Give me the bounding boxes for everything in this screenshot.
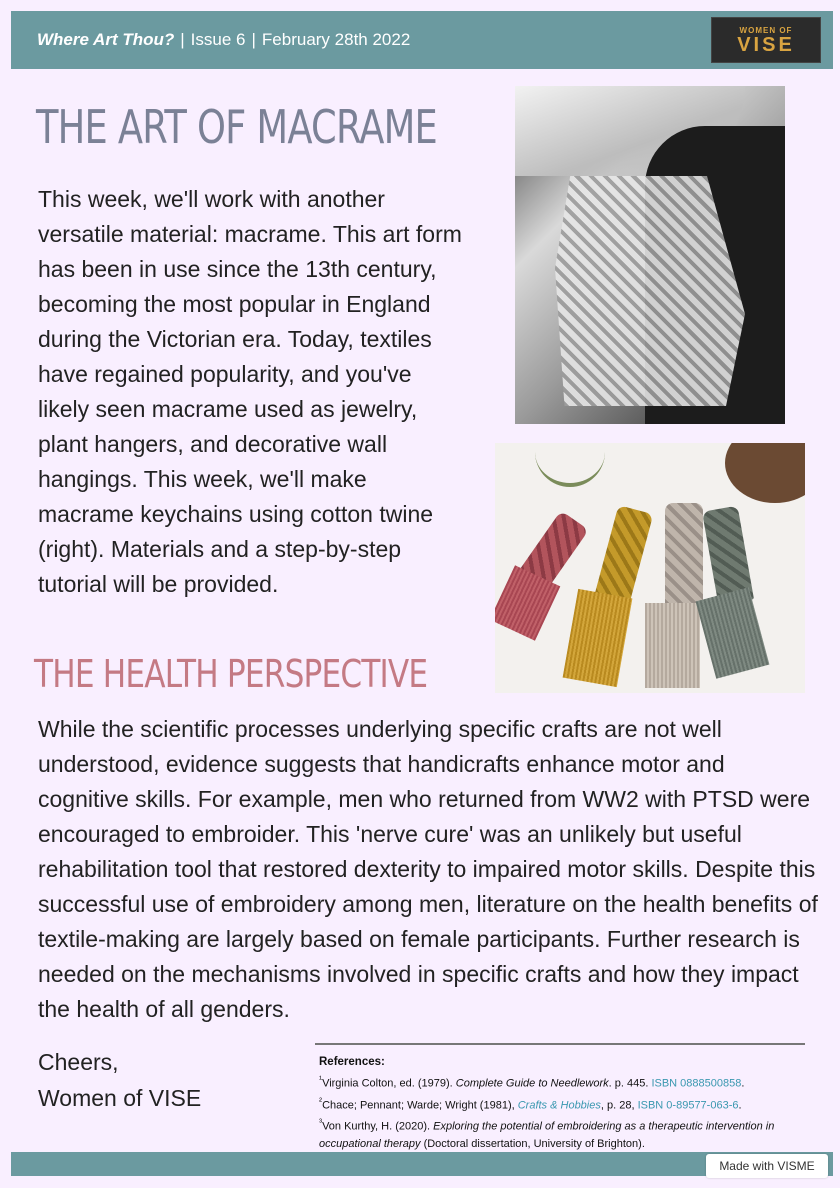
ref2-title-link[interactable]: Crafts & Hobbies [517, 1099, 601, 1112]
ref2-isbn-link[interactable]: ISBN 0-89577-063-6 [637, 1099, 739, 1112]
issue-date: February 28th 2022 [261, 30, 411, 49]
women-of-vise-logo [711, 17, 821, 63]
references [319, 1054, 819, 1153]
header-separator: | [180, 30, 185, 49]
ref1-title: Complete Guide to Needlework [455, 1077, 609, 1090]
ref1-post: . [741, 1077, 745, 1090]
logo-line1: WOMEN OF [739, 25, 793, 35]
health-title: THE HEALTH PERSPECTIVE [34, 652, 428, 696]
photo-plant [535, 443, 605, 487]
macrame-title: THE ART OF MACRAME [36, 100, 438, 154]
ref3-pre: Von Kurthy, H. (2020). [322, 1120, 434, 1133]
ref3-num: ³ [319, 1117, 323, 1128]
keychain-beige-tassel [645, 603, 700, 688]
made-with-visme-badge[interactable]: Made with VISME [706, 1154, 828, 1178]
ref3-title: Exploring the potential of embroidering as a therapeutic intervention in occupational therapy [319, 1120, 775, 1150]
macrame-keychains-photo [495, 443, 805, 693]
ref1-mid: . p. 445. [608, 1077, 652, 1090]
ref2-mid: , p. 28, [600, 1099, 638, 1112]
signoff-line1: Cheers, [38, 1049, 119, 1075]
signoff [38, 1044, 201, 1116]
logo-line2: VISE [737, 33, 795, 56]
ref2-pre: Chace; Pennant; Warde; Wright (1981), [322, 1099, 518, 1112]
ref2-post: . [738, 1099, 742, 1112]
ref3-post: (Doctoral dissertation, University of Brighton). [420, 1137, 645, 1150]
photo-bowl [725, 443, 805, 503]
macrame-vest-photo [515, 86, 785, 424]
signoff-line2: Women of VISE [38, 1085, 202, 1111]
keychain-mustard-tassel [563, 589, 633, 687]
keychain-beige [665, 503, 703, 613]
references-heading: References: [319, 1056, 385, 1068]
references-divider [315, 1043, 805, 1045]
reference-2 [319, 1093, 819, 1115]
ref1-isbn-link[interactable]: ISBN 0888500858 [651, 1077, 742, 1090]
reference-1 [319, 1071, 819, 1093]
photo-macrame-vest [555, 176, 745, 406]
ref2-num: ² [319, 1095, 323, 1106]
ref1-pre: Virginia Colton, ed. (1979). [322, 1077, 456, 1090]
newsletter-title: Where Art Thou? [37, 30, 175, 49]
issue-number: Issue 6 [190, 30, 246, 49]
health-body-text: While the scientific processes underlying specific crafts are not well understood, evidence suggests that handicrafts enhance motor and cognitive skills. For example, men who returned from WW2 with PTSD were encouraged to embroider. This 'nerve cure' was an unlikely but useful rehabilitation tool that restored dexterity to impaired motor skills. Despite this successful use of embroidery among men, literature on the health benefits of textile-making are largely based on female participants. Further research is needed on the mechanisms involved in specific crafts and how they impact the health of all genders. [38, 716, 818, 1022]
macrame-intro-text: This week, we'll work with another versatile material: macrame. This art form has been in use since the 13th century, becoming the most popular in England during the Victorian era. Today, textiles have regained popularity, and you've likely seen macrame used as jewelry, plant hangers, and decorative wall hangings. This week, we'll make macrame keychains using cotton twine (right). Materials and a step-by-step tutorial will be provided. [38, 186, 462, 597]
header-separator: | [251, 30, 256, 49]
keychain-green-tassel [696, 587, 770, 679]
header-bar [11, 11, 833, 69]
reference-3 [319, 1114, 819, 1153]
ref1-num: ¹ [319, 1074, 323, 1084]
